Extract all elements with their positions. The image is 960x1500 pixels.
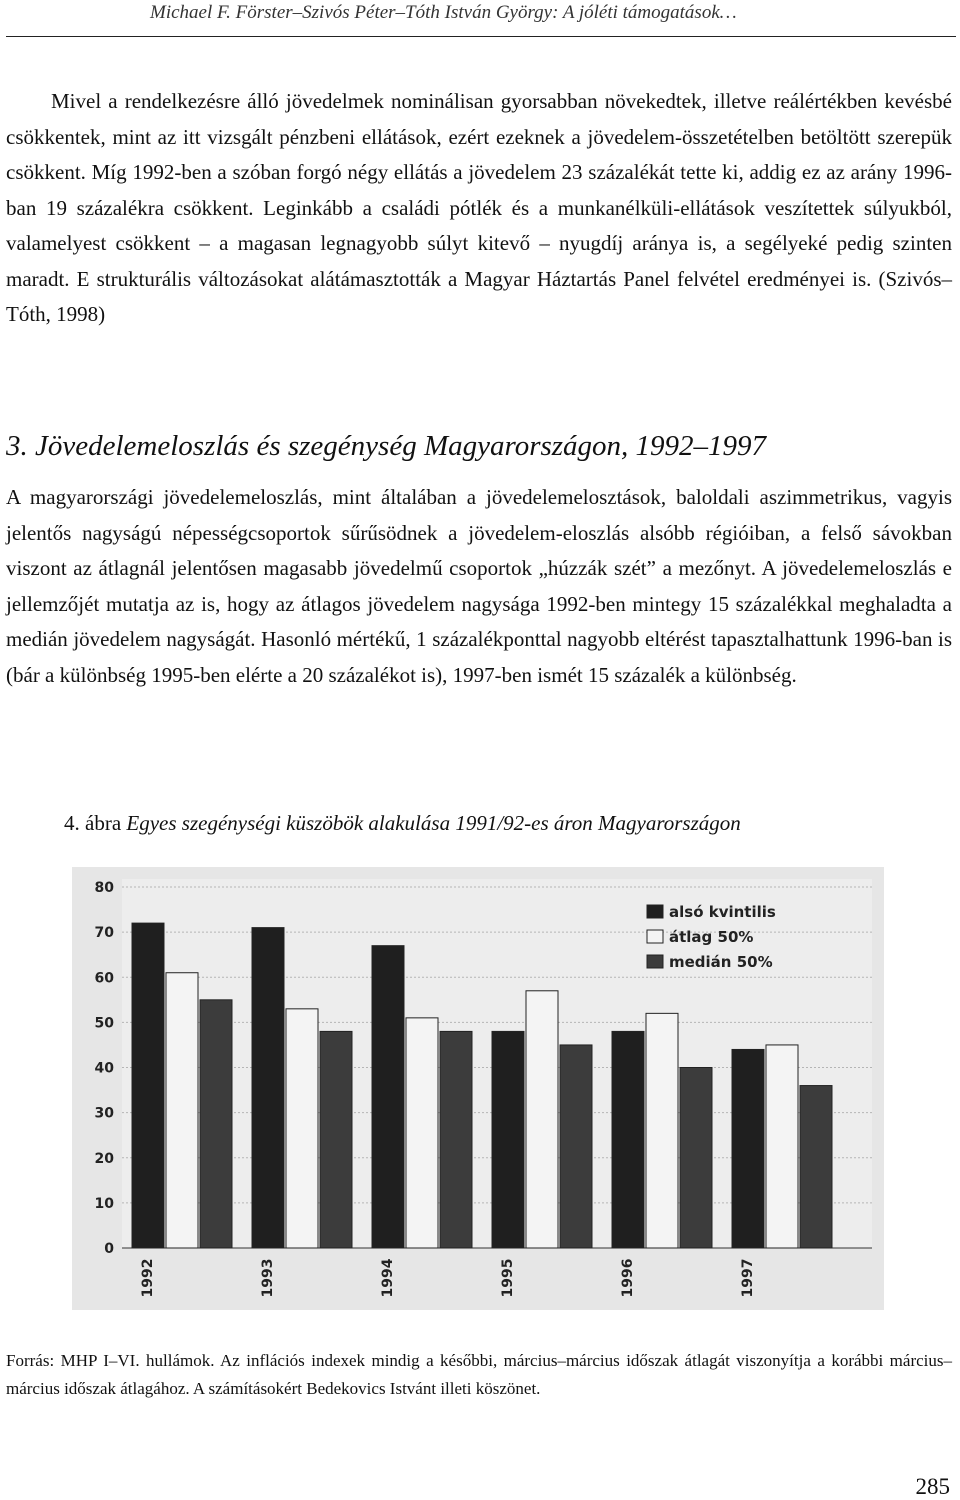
y-tick-label: 80 [94, 880, 114, 896]
legend-swatch [647, 930, 663, 943]
y-tick-label: 40 [94, 1060, 114, 1077]
bar-1993-series-2 [320, 1031, 352, 1248]
bar-1997-series-0 [732, 1049, 764, 1248]
x-tick-label: 1995 [500, 1258, 516, 1298]
paragraph-1: Mivel a rendelkezésre álló jövedelmek nominálisan gyorsabban növekedtek, illetve reálértékben kevésbé csökkentek, mint az itt vizsgált pénzbeni ellátások, ezért ezeknek a jövedelem-összetételben betöltött szerepük csökkent. Míg 1992-ben a szóban forgó négy ellátás a jövedelem 23 százalékát tette ki, addig ez az arány 1996-ban 19 százalékra csökkent. Leginkább a családi pótlék és a munkanélküli-ellátások veszítettek súlyukból, valamelyest csökkent – a magasan legnagyobb súlyt kitevő – nyugdíj aránya is, a segélyeké pedig szinten maradt. E strukturális változásokat alátámasztották a Magyar Háztartás Panel felvétel eredményei is. (Szivós–Tóth, 1998) [6, 89, 952, 326]
running-header: Michael F. Förster–Szivós Péter–Tóth István György: A jóléti támogatások… [150, 2, 737, 23]
bar-1995-series-0 [492, 1031, 524, 1248]
y-tick-label: 10 [94, 1195, 114, 1212]
y-tick-label: 0 [104, 1241, 114, 1257]
bar-1994-series-0 [372, 946, 404, 1248]
bar-1995-series-2 [560, 1045, 592, 1248]
section-heading: 3. Jövedelemeloszlás és szegénység Magyarországon, 1992–1997 [6, 430, 767, 462]
figure-source-note: Forrás: MHP I–VI. hullámok. Az inflációs indexek mindig a későbbi, március–március időszak átlagát viszonyítja a korábbi március–március időszak átlagához. A számításokért Bedekovics Istvánt illeti köszönet. [6, 1351, 952, 1398]
bar-1996-series-2 [680, 1068, 712, 1249]
figure-title: Egyes szegénységi küszöbök alakulása 1991/92-es áron Magyarországon [126, 811, 741, 835]
poverty-threshold-chart [72, 867, 884, 1310]
paragraph-2: A magyarországi jövedelemeloszlás, mint általában a jövedelemelosztások, baloldali aszimmetrikus, vagyis jelentős nagyságú népességcsoportok sűrűsödnek a jövedelem-eloszlás alsóbb régióiban, a felső sávokban viszont az átlagnál jelentősen magasabb jövedelmű csoportok „húzzák szét” a mezőnyt. A jövedelemeloszlás e jellemzőjét mutatja az is, hogy az átlagos jövedelem nagysága 1992-ben mintegy 15 százalékkal meghaladta a medián jövedelem nagyságát. Hasonló mértékű, 1 százalékponttal nagyobb eltérést tapasztalhattunk 1996-ban is (bár a különbség 1995-ben elérte a 20 százalékot is), 1997-ben ismét 15 százalék a különbség. [6, 485, 952, 687]
bar-1996-series-0 [612, 1031, 644, 1248]
x-tick-label: 1997 [740, 1258, 756, 1298]
bar-1992-series-0 [132, 923, 164, 1248]
bar-1996-series-1 [646, 1013, 678, 1248]
x-tick-label: 1994 [380, 1258, 396, 1298]
x-tick-label: 1993 [260, 1258, 276, 1298]
y-tick-label: 60 [94, 970, 114, 987]
y-tick-label: 50 [94, 1015, 114, 1032]
legend-swatch [647, 955, 663, 968]
bar-1992-series-1 [166, 973, 198, 1248]
x-tick-label: 1992 [140, 1258, 156, 1298]
bar-1992-series-2 [200, 1000, 232, 1248]
y-tick-label: 30 [94, 1105, 114, 1122]
bar-1993-series-1 [286, 1009, 318, 1248]
legend-label: átlag 50% [669, 928, 754, 946]
page-number: 285 [915, 1474, 950, 1499]
legend-label: alsó kvintilis [669, 903, 776, 921]
bar-1994-series-1 [406, 1018, 438, 1248]
bar-1995-series-1 [526, 991, 558, 1248]
bar-1997-series-1 [766, 1045, 798, 1248]
figure-caption [64, 808, 944, 838]
bar-1994-series-2 [440, 1031, 472, 1248]
y-tick-label: 70 [94, 925, 114, 942]
legend-swatch [647, 905, 663, 918]
y-tick-label: 20 [94, 1150, 114, 1167]
bar-1993-series-0 [252, 928, 284, 1248]
bar-1997-series-2 [800, 1086, 832, 1248]
figure-number: 4. ábra [64, 811, 122, 835]
legend-label: medián 50% [669, 953, 773, 971]
header-rule [6, 36, 956, 37]
x-tick-label: 1996 [620, 1258, 636, 1298]
